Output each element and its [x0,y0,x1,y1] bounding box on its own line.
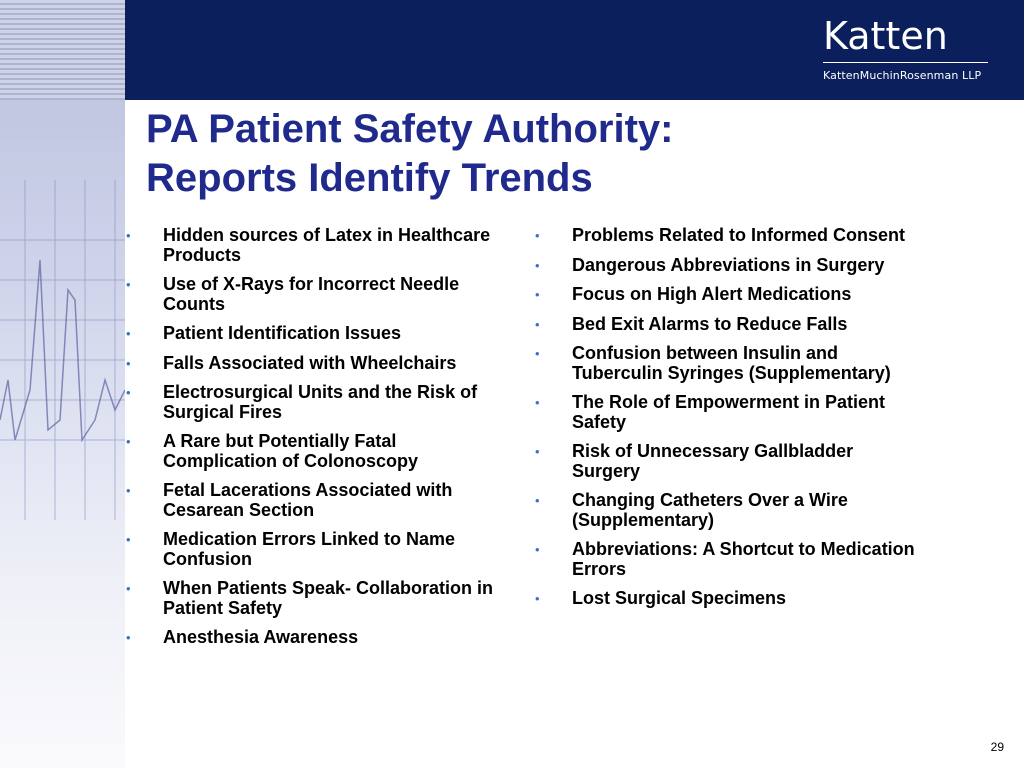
bullet-icon: • [535,493,540,508]
list-item-text: Lost Surgical Specimens [572,588,787,608]
bullet-icon: • [535,444,540,459]
bullet-icon: • [535,316,540,332]
bullet-icon: • [126,228,131,243]
right-bullet-list [535,226,915,619]
katten-logo [823,14,988,82]
list-item-text: Problems Related to Informed Consent [572,225,906,245]
list-item [535,344,915,383]
list-item [126,628,506,648]
list-item-text: Anesthesia Awareness [163,627,359,647]
list-item-text: Risk of Unnecessary Gallbladder Surgery [572,441,854,481]
list-item [126,579,506,618]
list-item [535,491,915,530]
list-item [535,393,915,432]
bullet-icon: • [535,542,540,557]
list-item [126,481,506,520]
page-number: 29 [990,740,1004,754]
list-item-text: Electrosurgical Units and the Risk of Surgical Fires [163,382,478,422]
list-item [535,540,915,579]
list-item [535,589,915,609]
list-item-text: Medication Errors Linked to Name Confusion [163,529,456,569]
list-item [126,530,506,569]
list-item-text: Changing Catheters Over a Wire (Supplementary) [572,490,848,530]
bullet-icon: • [126,355,131,371]
list-item [535,285,915,305]
logo-wordmark: Katten [823,14,948,58]
list-item [126,226,506,265]
list-item-text: Fetal Lacerations Associated with Cesarean Section [163,480,453,520]
bullet-icon: • [126,630,131,645]
bullet-icon: • [535,395,540,410]
list-item [535,442,915,481]
list-item-text: Bed Exit Alarms to Reduce Falls [572,313,848,334]
bullet-icon: • [535,287,540,302]
logo-rule [823,62,988,63]
list-item [535,315,915,335]
list-item-text: Falls Associated with Wheelchairs [163,352,457,373]
left-bullet-list [126,226,506,658]
bullet-icon: • [535,257,540,273]
list-item-text: Confusion between Insulin and Tuberculin Syringes (Supplementary) [572,343,891,383]
bullet-icon: • [126,385,131,400]
list-item-text: Use of X-Rays for Incorrect Needle Counts [163,274,460,314]
list-item-text: Dangerous Abbreviations in Surgery [572,254,885,275]
list-item-text: A Rare but Potentially Fatal Complication of Colonoscopy [163,431,418,471]
list-item-text: Abbreviations: A Shortcut to Medication Errors [572,539,915,579]
list-item [535,256,915,276]
list-item [126,383,506,422]
bullet-icon: • [126,483,131,498]
list-item [535,226,915,246]
list-item-text: The Role of Empowerment in Patient Safety [572,392,886,432]
decorative-side-image [0,0,125,768]
list-item [126,324,506,344]
bullet-icon: • [126,581,131,596]
list-item-text: Focus on High Alert Medications [572,284,852,304]
decorative-waveform [0,0,125,768]
bullet-icon: • [126,277,131,292]
list-item [126,354,506,374]
list-item [126,432,506,471]
slide-title-line-1: PA Patient Safety Authority: [146,107,674,151]
slide-title [146,105,846,203]
bullet-icon: • [126,434,131,449]
slide-title-line-2: Reports Identify Trends [146,156,593,200]
bullet-icon: • [126,532,131,547]
bullet-icon: • [535,591,540,606]
bullet-icon: • [126,326,131,341]
list-item [126,275,506,314]
bullet-icon: • [535,228,540,243]
list-item-text: When Patients Speak- Collaboration in Patient Safety [163,578,494,618]
logo-firm-name: KattenMuchinRosenman LLP [823,69,982,82]
list-item-text: Patient Identification Issues [163,323,402,343]
list-item-text: Hidden sources of Latex in Healthcare Products [163,225,491,265]
bullet-icon: • [535,346,540,361]
